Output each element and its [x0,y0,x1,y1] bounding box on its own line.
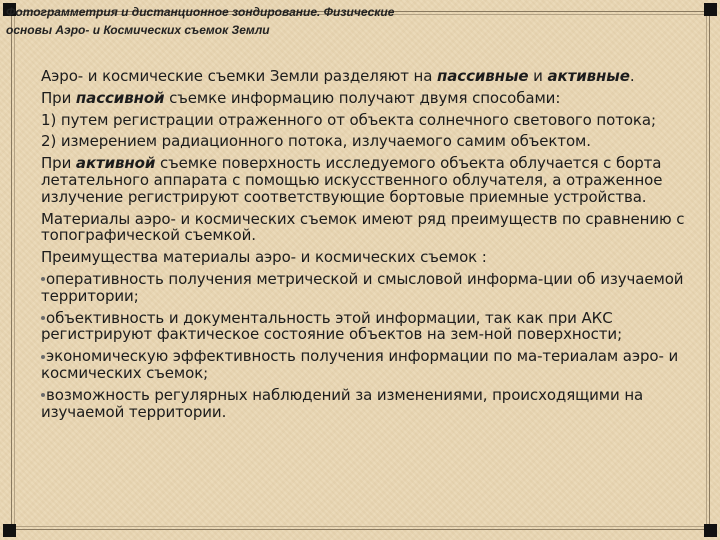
bullet-text: объективность и документальность этой информации, так как при АКС регистрируют фактическое состояние объектов на зем-ной поверхности; [41,308,623,344]
paragraph-5 [41,155,696,205]
text: съемке поверхность исследуемого объекта облучается с борта летательного аппарата с помощью искусственного облучателя, а отраженное излучение регистрируют соответствующие бортовые приемные устройства. [41,154,663,206]
bullet-dot-icon [41,355,45,359]
slide-body [41,68,696,425]
bullet-item-4 [41,387,696,421]
paragraph-2 [41,90,696,107]
paragraph-1 [41,68,696,85]
emphasis-active: активные [547,67,630,85]
corner-square-top-right [704,3,717,16]
bullet-dot-icon [41,393,45,397]
emphasis-passive-survey: пассивной [75,88,165,107]
corner-square-bottom-left [3,524,16,537]
bullet-dot-icon [41,277,45,281]
text: съемке информацию получают двумя способами: [164,88,561,107]
text: . [629,67,635,85]
bullet-item-1 [41,271,696,305]
bullet-text: экономическую эффективность получения информации по ма-териалам аэро- и космических съемок; [41,347,679,382]
corner-square-bottom-right [704,524,717,537]
emphasis-active-survey: активной [75,154,156,173]
paragraph-7: Преимущества материалы аэро- и космических съемок : [41,248,487,267]
emphasis-passive: пассивные [437,67,529,85]
slide-header: Фотограмметрия и дистанционное зондирование. Физические основы Аэро- и Космических съемок Земли [6,5,395,37]
text: При [41,154,76,173]
paragraph-3: 1) путем регистрации отраженного от объекта солнечного светового потока; [41,110,656,129]
bullet-dot-icon [41,316,45,320]
text: Аэро- и космические съемки Земли разделяют на [41,67,438,85]
paragraph-6: Материалы аэро- и космических съемок имеют ряд преимуществ по сравнению с топографической съемкой. [41,209,685,245]
text: При [41,88,76,107]
text: и [528,67,548,85]
bullet-item-2 [41,310,696,344]
bullet-item-3 [41,348,696,382]
paragraph-4: 2) измерением радиационного потока, излучаемого самим объектом. [41,132,591,151]
bullet-text: возможность регулярных наблюдений за изменениями, происходящими на изучаемой территории. [41,385,644,421]
bullet-text: оперативность получения метрической и смысловой информа-ции об изучаемой территории; [41,269,684,305]
